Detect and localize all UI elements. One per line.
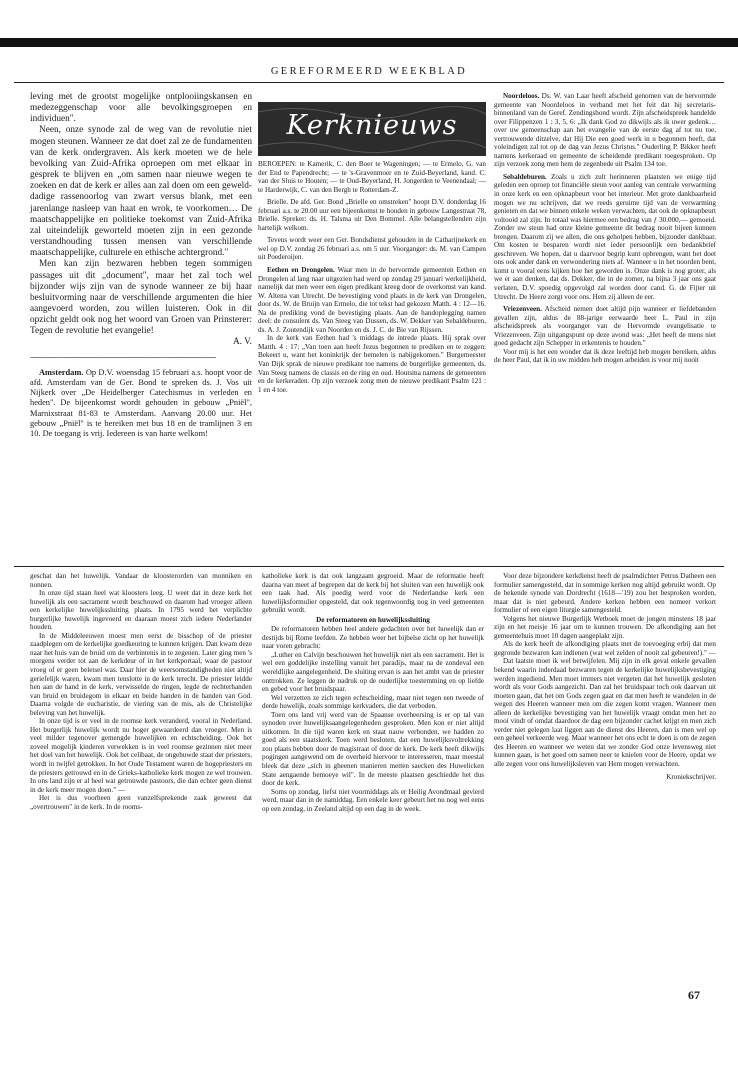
news-body: Zoals u zich zult herinneren plaatsten we enige tijd geleden een oproep tot financiële steun voor aanleg van centrale verwarming in onze kerk en een opknapbeurt voor het interieur. Met grote dankbaarheid mogen we nu schrijven, dat we reeds geruime tijd van de verwarming genieten en dat we binnen enkele weken verwachten, dat ook de opknapbeurt voltooid zal zijn. In totaal was hiermee een bedrag van ƒ 30.000,— gemoeid. Zonder uw steun had onze kleine gemeente dit bedrag nooit bijeen kunnen brengen. Daarom zij we allen, die ons geholpen hebben, bijzonder dankbaar. Om kosten te besparen wordt niet ieder persoonlijk een bedankbrief geschreven. We hopen, dat u daarvoor begrip kunt opbrengen, want het doet ons ook ander dank en verwondering niets af. Wanneer u in het noorden bent, komt u vooral eens kijken hoe het geworden is. Onze dank is nog groter, als we er aan denken, dat ds. Dekker, die in de zomer, na bijna 3 jaar ons gaat verlaten, D.V. spoedig opgevolgd zal worden door cand. G. de Fijter uit Utrecht. De Heere zorgt voor ons. Hem zij alleen de eer. (494, 172, 716, 301)
page-number: 67 (688, 988, 700, 1002)
news-title: Noordeloos. (503, 92, 540, 100)
article-text: Soms op zondag, liefst niet voormiddags als er Heilig Avondmaal gevierd werd, maar dan in de namiddag. Een enkele keer gebeurt het nu nog wel eens op een zondag, in Zeeland altijd op een dag in de week. (262, 787, 484, 813)
news-title: Amsterdam. (39, 367, 84, 377)
article-signature: A. V. (232, 337, 252, 348)
news-body: Ds. W. van Laar heeft afscheid genomen van de hervormde gemeente van Noordeloos in verband met het feit dat hij secretaris-binnenland van de Geref. Zendingsbond wordt. Zijn afscheidspreek handelde over Filippenzen 1 : 3, 5, 6: „Ik dank God zo dikwijls als ik uwer gedenk… over uw gemeenschap aan het evangelie van de eerste dag af tot nu toe, vertrouwende ditzelve, dat Hij Die een goed werk in u begonnen heeft, dat voleindigen zal tot op de dag van Jezus Christus." Ouderling P. Bikker heeft namens kerkeraad en gemeente de scheidende predikant toegesproken. Op zijn verzoek zong men hem de zegenbede uit Psalm 134 toe. (494, 92, 716, 169)
masthead-rule (14, 82, 724, 83)
news-vriezenveen (494, 305, 716, 348)
article-text: Dat laatste moet ik wel betwijfelen. Mij zijn in elk geval enkele gevallen bekend waarin inderdaad bezwaren tegen de kerkelijke huwelijksbevestiging werden ingediend. Men moet immers niet vergeten dat het huwelijk gesloten wordt als voor Gods aangezicht. Dan zal het bruidspaar toch ook daarvan uit moeten gaan, dat het om Gods zegen gaat en dat men heeft te wandelen in de wegen des Heeren wanneer men om die zegen komt vragen. Wanneer men alleen de kerkelijke bevestiging van het huwelijk vraagt omdat men het zo mooi vindt of omdat daardoor de dag een bijzonder cachet krijgt en men zich verder niet gelegen laat liggen aan de dienst des Heeren, dan is men wel op een geheel verkeerde weg. Maar wanneer het ons echt te doen is om de zegen des Heeren en wanneer we weten dat we zonder God onze levensweg niet kunnen gaan, is het goed om samen neer te knielen voor de Heere, opdat we alle zegen voor ons huwelijksleven van Hem mogen verwachten. (494, 657, 716, 769)
news-body: Op D.V. woensdag 15 februari a.s. hoopt voor de afd. Amsterdam van de Ger. Bond te spreken ds. J. Vos uit Nijkerk over „De Heidelberger Catechismus in verleden en heden". De bijeenkomst wordt gehouden in gebouw „Pniël", Marnixstraat 81-83 te Amsterdam. Aanvang 20.00 uur. Het gebouw „Pniël" is te bereiken met bus 18 en de tramlijnen 3 en 10. De toegang is vrij. Iedereen is van harte welkom! (30, 367, 253, 438)
article-text: „Luther en Calvijn beschouwen het huwelijk niet als een sacrament. Het is wel een goddelijke instelling vanuit het paradijs, maar na de zondeval een wereldlijke aangelegenheid. De sluiting ervan is aan het ambt van de priester onttrokken. Ze leggen de nadruk op de ouderlijke toestemming en op liefde en gebed voor het bruidspaar. (262, 650, 484, 694)
section-rule (14, 566, 724, 567)
column-upper-left (30, 92, 252, 439)
article-text: Als de kerk heeft de afkondiging plaats met de toevoeging erbij dat men gegronde bezwaren kan indienen (wat wel zelden of nooit zal gebeuren!)." — (494, 640, 716, 657)
article-text: leving met de grootst mogelijke ontplooiingskansen en medezeggenschap voor alle bevolkingsgroepen en individuen". (30, 92, 252, 125)
section-heading: De reformatoren en huwelijkssluiting (316, 615, 430, 624)
brielle-text: Brielle. De afd. Ger. Bond „Brielle en omstreken" hoopt D.V. donderdag 16 februari a.s. te 20.00 uur een bijeenkomst te houden in gebouw Langestraat 78, Brielle. Spreker: ds. H. Talsma uit Den Bommel. Alle belangstellenden zijn hartelijk welkom. (258, 198, 486, 232)
top-black-bar (0, 38, 738, 47)
kerknieuws-logo (258, 102, 486, 156)
news-eethen (258, 266, 486, 334)
column-upper-right (494, 92, 716, 365)
vriezenveen-continued: Voor mij is het een wonder dat ik deze leeftijd heb mogen bereiken, aldus de heer Paul, dat ik in uw midden heb mogen arbeiden is voor mij nooit (494, 347, 716, 365)
article-text: In onze tijd is er veel in de roomse kerk veranderd, vooral in Nederland. Het burgerlijk huwelijk wordt nu hoger gewaardeerd dan vroeger. Men is veel milder tegenover gemengde huwelijken en echtscheiding. Ook het zoveel mogelijk kinderen verwekken is in veel roomse gezinnen niet meer het doel van het huwelijk. Ook het celibaat, de ongehuwde staat der priesters, wordt in twijfel getrokken. In het Oude Testament waren de hogepriesters en de priesters getrouwd en in de Grieks-katholieke kerk mogen ze wel trouwen. In ons land zijn er al heel wat getrouwde pastoors, die dan echter geen dienst in de kerk meer mogen doen." — (30, 717, 252, 794)
article-text: Het is dus voorheen geen vanzelfsprekende zaak geweest dat „overtrouwen" in de kerk. In de rooms- (30, 794, 252, 811)
news-noordeloos (494, 92, 716, 169)
article-text: geschat dan het huwelijk. Vandaar de kloosterorden van monniken en nonnen. (30, 572, 252, 589)
article-text: katholieke kerk is dat ook langzaam gegroeid. Maar de reformatie heeft daarna van meet af begrepen dat de kerk bij het sluiten van een huwelijk ook een taak had. Als poedig werd voor de Nederlandse kerk een huwelijksformulier opgesteld, dat ook tegenwoordig nog in veel gemeenten gebruikt wordt. (262, 572, 484, 615)
news-title: Sebaldeburen. (503, 172, 547, 181)
article-text: Voor deze bijzondere kerkdienst heeft de psalmdichter Petrus Datheen een formulier samengesteld, dat in sommige kerken nog altijd gebruikt wordt. Op de bekende synode van Dordrecht (1618—'19) zou het besproken worden, maar dat is niet gebeurd. Andere kerken hebben een nomeer verkort formulier of een eigen liturgie samengesteld. (494, 572, 716, 615)
article-text: In de Middeleeuwen moest men eerst de bisschop of de priester zaadplegen om de kerkelijke goedkeuring te kunnen krijgen. Dan kwam deze naar het huis van de bruid om de verbintenis in te zegenen. Later ging men 's morgens verder tot aan de kerkdeur of in het kerkportaal, waar de pastoor vroeg of er geen beletsel was. Daar hier de weersomstandigheden niet altijd geriefelijk waren, kwam men tenslotte in de kerk terecht. De priester leidde hen aan de hand in de kerk, verwisselde de ringen, legde de rechterhanden van bruid en bruidegom in elkaar en beide handen in de handen van God. Daarna volgde de eucharistie, de viering van de mis, als de Christelijke beleving van het huwelijk. (30, 631, 252, 717)
article-text: Neen, onze synode zal de weg van de revolutie niet mogen steunen. Wanneer ze dat doet zal ze de fundamenten van de kerk ondergraven. Als kerk moeten we de hele bevolking van Zuid-Afrika oproepen om met elkaar in gesprek te blijven en „om samen naar nieuwe wegen te zoeken en dat de kerk er alles aan zal doen om een gewelddadige rassenoorlog van zwart versus blank, met een jarenlange nasleep van haat en wrok, te voorkomen… De maatschappelijke en politieke toekomst van Zuid-Afrika zal uiteindelijk geworteld moeten zijn in een gezonde verstandhouding tussen mensen van verschillende maatschappelijke, culturele en ethische achtergrond." (30, 125, 252, 259)
news-body: Waar men in de hervormde gemeenten Eethen en Drongelen al lang naar uitgezien had werd op zondag 29 januari werkelijkheid, namelijk dat men weer een eigen predikant kreeg door de overkomst van kand. W. Altena van Utrecht. De bevestiging vond plaats in de kerk van Drongelen, door ds. W. de Bruijn van Ermelo, die tot tekst had gekozen Matth. 4 : 12—16. Na de prediking vond de bevestiging plaats. Aan de handoplegging namen deel: de consulent ds. Van Steeg van Dussen, ds. W. Dekker van Sebaldeburen, ds. A. J. Zoutendijk van Noorden en ds. J. C. de Bie van Rijssen. (258, 266, 487, 334)
article-text: Toen ons land vrij werd van de Spaanse overheersing is er op tal van synoden over huwelijksaangelegenheden gesproken. Men kon er niet altijd uitkomen. In die tijd waren kerk en staat nauw verbonden, we hadden zo goed als een staatskerk. Toen werd besloten, dat een huwelijksvoltrekking zou plaats hebben door de magistraat of door de kerk. De kerk heeft dikwijls pogingen aangewend om de overheid hiervoor te interesseren, maar meestal bleek dat deze „sich in gheenen manieren metten saecken des Huwelicken State aengaende bemoeye wil". In de meeste plaatsen geschiedde het dus door de kerk. (262, 710, 484, 788)
news-body: Afscheid nemen doet altijd pijn wanneer er liefdebanden gevallen zijn, aldus de 88-jarige eerwaarde heer L. Paul in zijn afscheidspreek als voorganger van de Hervormde evangelisatie te Vriezenveen. Zijn uitgangspunt op deze avond was: „Het heeft de mens niet goed gedacht zijn Schepper in erkentenis te houden." (494, 305, 716, 348)
column-lower-middle (262, 572, 484, 813)
article-text: Men kan zijn bezwaren hebben tegen sommigen passages uit dit „document", maar het zal toch wel bijzonder wijs zijn van de synode wanneer ze bij haar besluitvorming naar de verschillende argumenten die hier aangevoerd worden, zou willen luisteren. Ook in dit opzicht geldt ook nog het woord van Groen van Prinsterer: Tegen de revolutie het evangelie! (30, 259, 252, 337)
article-signature: Kroniekschrijver. (666, 772, 716, 781)
masthead: GEREFORMEERD WEEKBLAD (270, 66, 468, 77)
news-title: Eethen en Drongelen. (267, 266, 335, 275)
column-lower-left (30, 572, 252, 811)
column-upper-middle (258, 160, 486, 394)
logo-text: Kerknieuws (286, 110, 458, 141)
article-text: Volgens het nieuwe Burgerlijk Wetboek moet de jongen minstens 18 jaar zijn en het meisje 16 jaar om te kunnen trouwen. De afkondiging aan het gemeentehuis moet 10 dagen aangeplakt zijn. (494, 614, 716, 640)
eethen-continued: In de kerk van Eethen had 's middags de intrede plaats. Hij sprak over Matth. 4 : 17: „Van toen aan heeft Jezus begonnen te prediken en te zeggen: Bekeert u, want het koninkrijk der hemelen is nabijgekomen." Burgemeester Van Dijk sprak de nieuwe predikant toe namens de burgerlijke gemeenten, ds. Van Steeg namens de classis en de ring en oud. Houtsma namens de gemeenten en de kerkeraden. Op zijn verzoek zong men de nieuwe predikant Psalm 121 : 1 en 4 toe. (258, 334, 486, 394)
beroepen-text: BEROEPEN: te Kamerik, C. den Boer te Wageningen; — te Ermelo, G. van der End te Papendrecht; — te 's-Gravenmoer en te Zuid-Beyerland, kand. C. van der Sluis te Houten; — te Oud-Beyerland, H. Jongerden te Veenendaal; — te Harderwijk, C. van den Bergh te Rotterdam-Z. (258, 160, 486, 194)
column-lower-right (494, 572, 716, 781)
wave-divider: ~~~~~~~~~~~~~~~~~~~~~~~~~~~~~~~~~~~~~~~~~~~~~~~~~~ (30, 353, 216, 362)
article-text: In onze tijd staan heel wat kloosters leeg. U weet dat in deze kerk het huwelijk als een sacrament wordt beschouwd en daarom had vroeger alleen een kerkelijke huwelijkssluiting plaats. In 1795 werd het verplichte burgerlijke huwelijk ingevoerd en daaraan moest zich iedere Nederlander houden. (30, 589, 252, 632)
news-title: Vriezenveen. (503, 305, 542, 314)
tevens-text: Tevens wordt weer een Ger. Bondsdienst gehouden in de Catharijnekerk en wel op D.V. zondag 26 februari a.s. om 5 uur. Voorganger: ds. M. van Campen uit Poederoijen. (258, 236, 486, 262)
news-amsterdam (30, 368, 252, 439)
article-text: Wel verzetten ze zich tegen echtscheiding, maar niet tegen een tweede of derde huwelijk, zoals sommige kerkvaders, die dat verboden. (262, 693, 484, 711)
news-sebaldeburen (494, 173, 716, 301)
article-text: De reformatoren hebben heel andere gedachten over het huwelijk dan er destijds bij Rome leefden. Ze hebben weer het bijbelse zicht op het huwelijk naar voren gebracht: (262, 625, 484, 651)
